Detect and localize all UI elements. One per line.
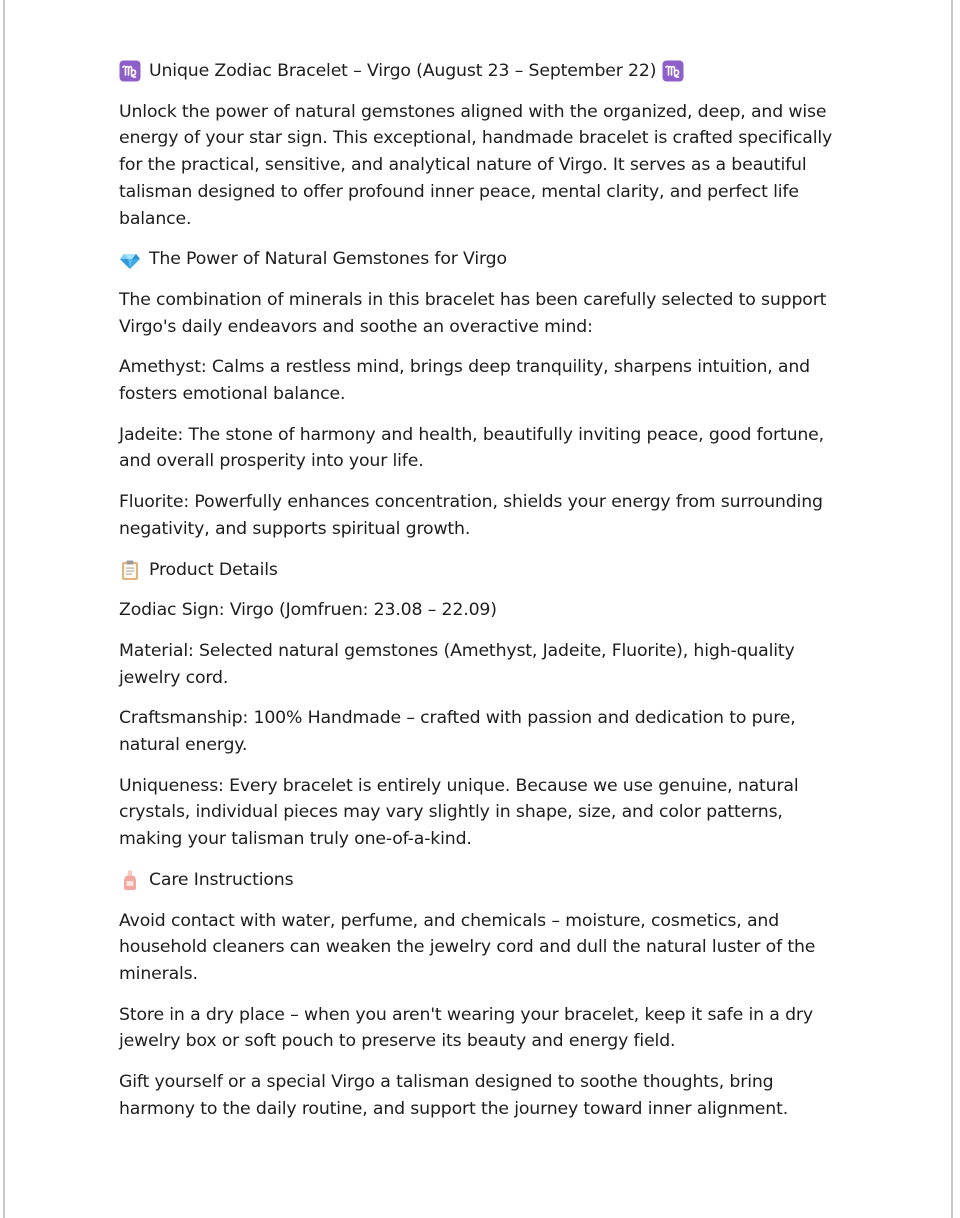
title-text: Unique Zodiac Bracelet – Virgo (August 23 – September 22) [149,61,657,81]
clipboard-icon [119,559,141,581]
intro-paragraph: Unlock the power of natural gemstones aligned with the organized, deep, and wise energy of your star sign. This exceptional, handmade bracelet is crafted specifically for the practical, sensitive, and analytical nature of Virgo. It serves as a beautiful talisman designed to offer profound inner peace, mental clarity, and perfect life balance. [119,101,833,229]
virgo-icon [119,60,141,82]
lotion-bottle-icon [119,869,141,891]
paragraph: Fluorite: Powerfully enhances concentration, shields your energy from surrounding negativity, and supports spiritual growth. [119,492,823,539]
paragraph: Jadeite: The stone of harmony and health, beautifully inviting peace, good fortune, and overall prosperity into your life. [119,424,825,472]
section-heading-care [119,867,844,894]
paragraph: Store in a dry place – when you aren't wearing your bracelet, keep it safe in a dry jewelry box or soft pouch to preserve its beauty and energy field. [119,1004,813,1052]
paragraph: Amethyst: Calms a restless mind, brings deep tranquility, sharpens intuition, and fosters emotional balance. [119,357,810,405]
section-heading-text: Product Details [149,559,278,580]
paragraph: Craftsmanship: 100% Handmade – crafted with passion and dedication to pure, natural energy. [119,708,796,756]
section-heading-product-details [119,557,844,584]
gem-icon [119,249,141,271]
document-page [3,0,953,1218]
paragraph: Gift yourself or a special Virgo a talisman designed to soothe thoughts, bring harmony to the daily routine, and support the journey toward inner alignment. [119,1072,789,1119]
virgo-icon [662,60,684,82]
section-heading-text: The Power of Natural Gemstones for Virgo [149,249,507,270]
document-title [119,58,844,85]
section-heading-text: Care Instructions [149,869,294,890]
paragraph: The combination of minerals in this bracelet has been carefully selected to support Virgo's daily endeavors and soothe an overactive mind: [119,289,827,337]
paragraph: Zodiac Sign: Virgo (Jomfruen: 23.08 – 22.09) [119,600,497,621]
paragraph: Avoid contact with water, perfume, and chemicals – moisture, cosmetics, and household cleaners can weaken the jewelry cord and dull the natural luster of the minerals. [119,910,816,984]
document-content [119,58,844,1137]
section-heading-gemstones [119,246,844,273]
paragraph: Uniqueness: Every bracelet is entirely unique. Because we use genuine, natural crystals, individual pieces may vary slightly in shape, size, and color patterns, making your talisman truly one-of-a-kind. [119,775,799,850]
paragraph: Material: Selected natural gemstones (Amethyst, Jadeite, Fluorite), high-quality jewelry cord. [119,640,795,688]
